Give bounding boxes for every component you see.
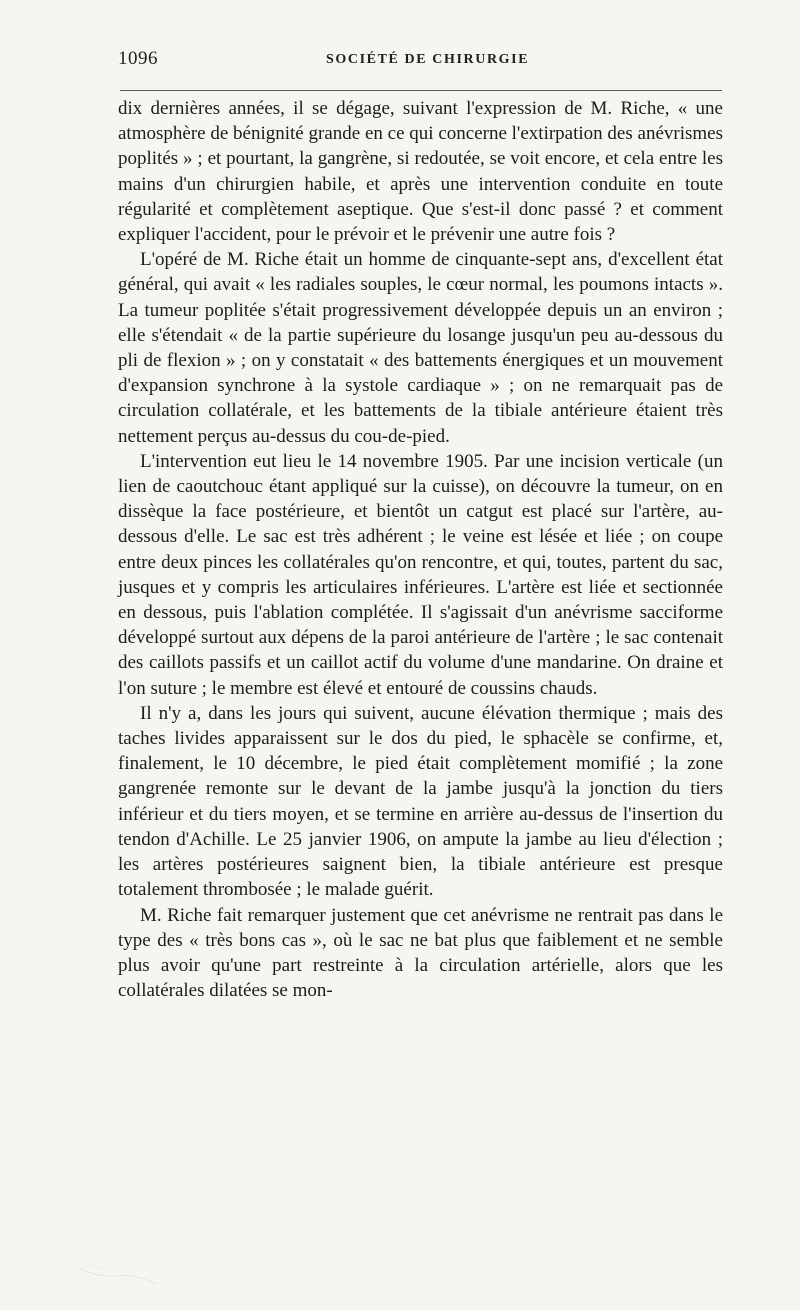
header-rule bbox=[120, 90, 722, 91]
body-text bbox=[118, 96, 723, 1003]
page-number: 1096 bbox=[118, 48, 158, 69]
paragraph-4: Il n'y a, dans les jours qui suivent, aucune élévation thermique ; mais des taches livides apparaissent sur le dos du pied, le sphacèle se confirme, et, finalement, le 10 décembre, le pied était complètement momifié ; la zone gangrenée remonte sur le devant de la jambe jusqu'à la jonction du tiers inférieur et du tiers moyen, et se termine en arrière au-dessus de l'insertion du tendon d'Achille. Le 25 janvier 1906, on ampute la jambe au lieu d'élection ; les artères postérieures saignent bien, la tibiale antérieure est presque totalement thrombosée ; le malade guérit. bbox=[118, 702, 723, 901]
paragraph-2: L'opéré de M. Riche était un homme de cinquante-sept ans, d'excellent état général, qui avait « les radiales souples, le cœur normal, les poumons intacts ». La tumeur poplitée s'était progressivement développée depuis un an environ ; elle s'étendait « de la partie supérieure du losange jusqu'un peu au-dessous du pli de flexion » ; on y constatait « des battements énergiques et un mouvement d'expansion synchrone à la systole cardiaque » ; on ne remarquait pas de circulation collatérale, et les battements de la tibiale antérieure étaient très nettement perçus au-dessus du cou-de-pied. bbox=[118, 249, 723, 447]
paragraph-3: L'intervention eut lieu le 14 novembre 1905. Par une incision verticale (un lien de caoutchouc étant appliqué sur la cuisse), on découvre la tumeur, on en dissèque la face postérieure, et bientôt un catgut est placé sur l'artère, au-dessous d'elle. Le sac est très adhérent ; le veine est lésée et liée ; on coupe entre deux pinces les collatérales qu'on rencontre, et qui, toutes, partent du sac, jusques et y compris les articulaires inférieures. L'artère est liée et sectionnée en dessous, puis l'ablation complétée. Il s'agissait d'un anévrisme sacciforme développé surtout aux dépens de la paroi antérieure de l'artère ; le sac contenait des caillots passifs et un caillot actif du volume d'une mandarine. On draine et l'on suture ; le membre est élevé et entouré de coussins chauds. bbox=[118, 450, 723, 699]
page-header bbox=[118, 48, 723, 72]
paragraph-1: dix dernières années, il se dégage, suivant l'expression de M. Riche, « une atmosphère de bénignité grande en ce qui concerne l'extirpation des anévrismes poplités » ; et pourtant, la gangrène, si redoutée, se voit encore, et cela entre les mains d'un chirurgien habile, et après une intervention conduite en toute régularité et complètement aseptique. Que s'est-il donc passé ? et comment expliquer l'accident, pour le prévoir et le prévenir une autre fois ? bbox=[118, 98, 723, 246]
paper-speckle bbox=[78, 1258, 158, 1288]
running-title: SOCIÉTÉ DE CHIRURGIE bbox=[326, 52, 530, 67]
paragraph-5: M. Riche fait remarquer justement que cet anévrisme ne rentrait pas dans le type des « très bons cas », où le sac ne bat plus que faiblement et ne semble plus avoir qu'une part restreinte à la circulation artérielle, alors que les collatérales dilatées se mon- bbox=[118, 904, 723, 1002]
